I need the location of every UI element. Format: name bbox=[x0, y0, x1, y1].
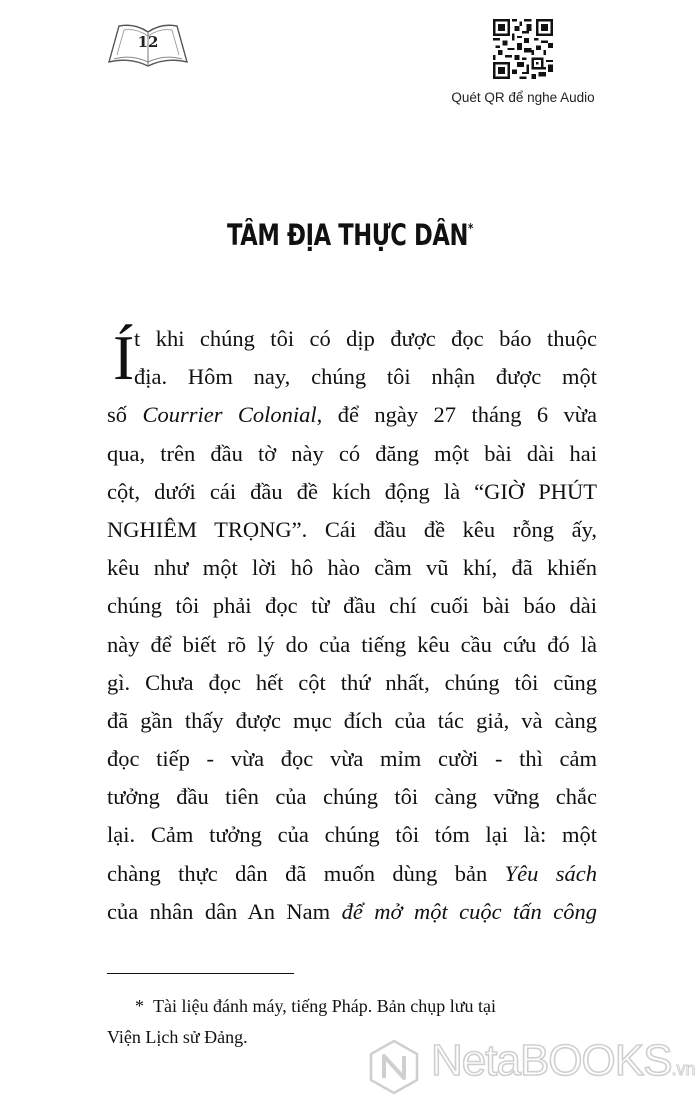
text-run: đọc tiếp - vừa đọc vừa mỉm cười - thì cảm bbox=[107, 746, 597, 772]
text-run: chúng tôi phải đọc từ đầu chí cuối bài báo dài bbox=[107, 593, 597, 619]
body-line bbox=[107, 587, 597, 625]
text-run: lại. Cảm tưởng của chúng tôi tóm lại là: một bbox=[107, 822, 597, 848]
text-run: tưởng đầu tiên của chúng tôi càng vững chắc bbox=[107, 784, 597, 810]
chapter-title bbox=[77, 218, 623, 252]
drop-cap: Í bbox=[113, 322, 135, 393]
watermark-brand: NetaBOOKS bbox=[431, 1036, 672, 1085]
text-run: t khi chúng tôi có dịp được đọc báo thuộc bbox=[134, 326, 597, 351]
text-run: địa. Hôm nay, chúng tôi nhận được một bbox=[134, 364, 597, 390]
body-line bbox=[107, 740, 597, 778]
text-run: đã gần thấy được mục đích của tác giả, và càng bbox=[107, 707, 597, 733]
body-line bbox=[107, 702, 597, 740]
text-run: của nhân dân An Nam bbox=[107, 898, 331, 924]
footnote-text-2: Viện Lịch sử Đảng. bbox=[107, 1027, 248, 1047]
page-number: 12 bbox=[137, 33, 159, 51]
body-line bbox=[107, 816, 597, 854]
text-run: kêu như một lời hô hào cầm vũ khí, đã khiến bbox=[107, 555, 597, 581]
italic-title: Yêu sách bbox=[504, 860, 597, 886]
footnote-line bbox=[107, 991, 597, 1022]
footnote-reference: * bbox=[468, 222, 473, 237]
body-line bbox=[107, 320, 597, 358]
body-line bbox=[107, 549, 597, 587]
body-line bbox=[107, 664, 597, 702]
text-run: NGHIÊM TRỌNG”. Cái đầu đề kêu rỗng ấy, bbox=[107, 516, 597, 542]
body-text bbox=[107, 320, 597, 931]
publisher-watermark bbox=[365, 1030, 700, 1110]
qr-caption: Quét QR để nghe Audio bbox=[451, 90, 595, 105]
body-line bbox=[107, 511, 597, 549]
watermark-text bbox=[431, 1036, 695, 1086]
footnote-divider bbox=[107, 973, 294, 974]
body-line bbox=[107, 855, 597, 893]
text-run: , để ngày 27 tháng 6 vừa bbox=[316, 402, 597, 428]
body-line bbox=[107, 626, 597, 664]
qr-code[interactable] bbox=[493, 19, 553, 79]
text-run: qua, trên đầu tờ này có đăng một bài dài hai bbox=[107, 440, 597, 466]
footnote-marker: * bbox=[135, 996, 144, 1016]
text-run: cột, dưới cái đầu đề kích động là “GIỜ PHÚT bbox=[107, 478, 597, 504]
chapter-title-text: TÂM ĐỊA THỰC DÂN bbox=[227, 218, 469, 252]
body-line bbox=[107, 396, 597, 434]
body-line bbox=[107, 473, 597, 511]
text-run: này để biết rõ lý do của tiếng kêu cầu cứu đó là bbox=[107, 631, 597, 657]
page-number-badge bbox=[105, 22, 191, 70]
text-run: gì. Chưa đọc hết cột thứ nhất, chúng tôi cũng bbox=[107, 669, 597, 695]
italic-title: Courrier Colonial bbox=[142, 402, 317, 428]
body-line bbox=[107, 435, 597, 473]
body-line bbox=[107, 778, 597, 816]
text-run: chàng thực dân đã muốn dùng bản bbox=[107, 860, 505, 886]
text-run: số bbox=[107, 402, 143, 428]
body-line bbox=[107, 893, 597, 931]
footnote-text-1: Tài liệu đánh máy, tiếng Pháp. Bản chụp lưu tại bbox=[153, 996, 497, 1016]
body-lines bbox=[107, 320, 597, 931]
netabooks-logo-icon bbox=[365, 1038, 423, 1096]
watermark-domain: .vn bbox=[671, 1059, 696, 1079]
body-line bbox=[107, 358, 597, 396]
italic-title: để mở một cuộc tấn công bbox=[330, 898, 597, 924]
